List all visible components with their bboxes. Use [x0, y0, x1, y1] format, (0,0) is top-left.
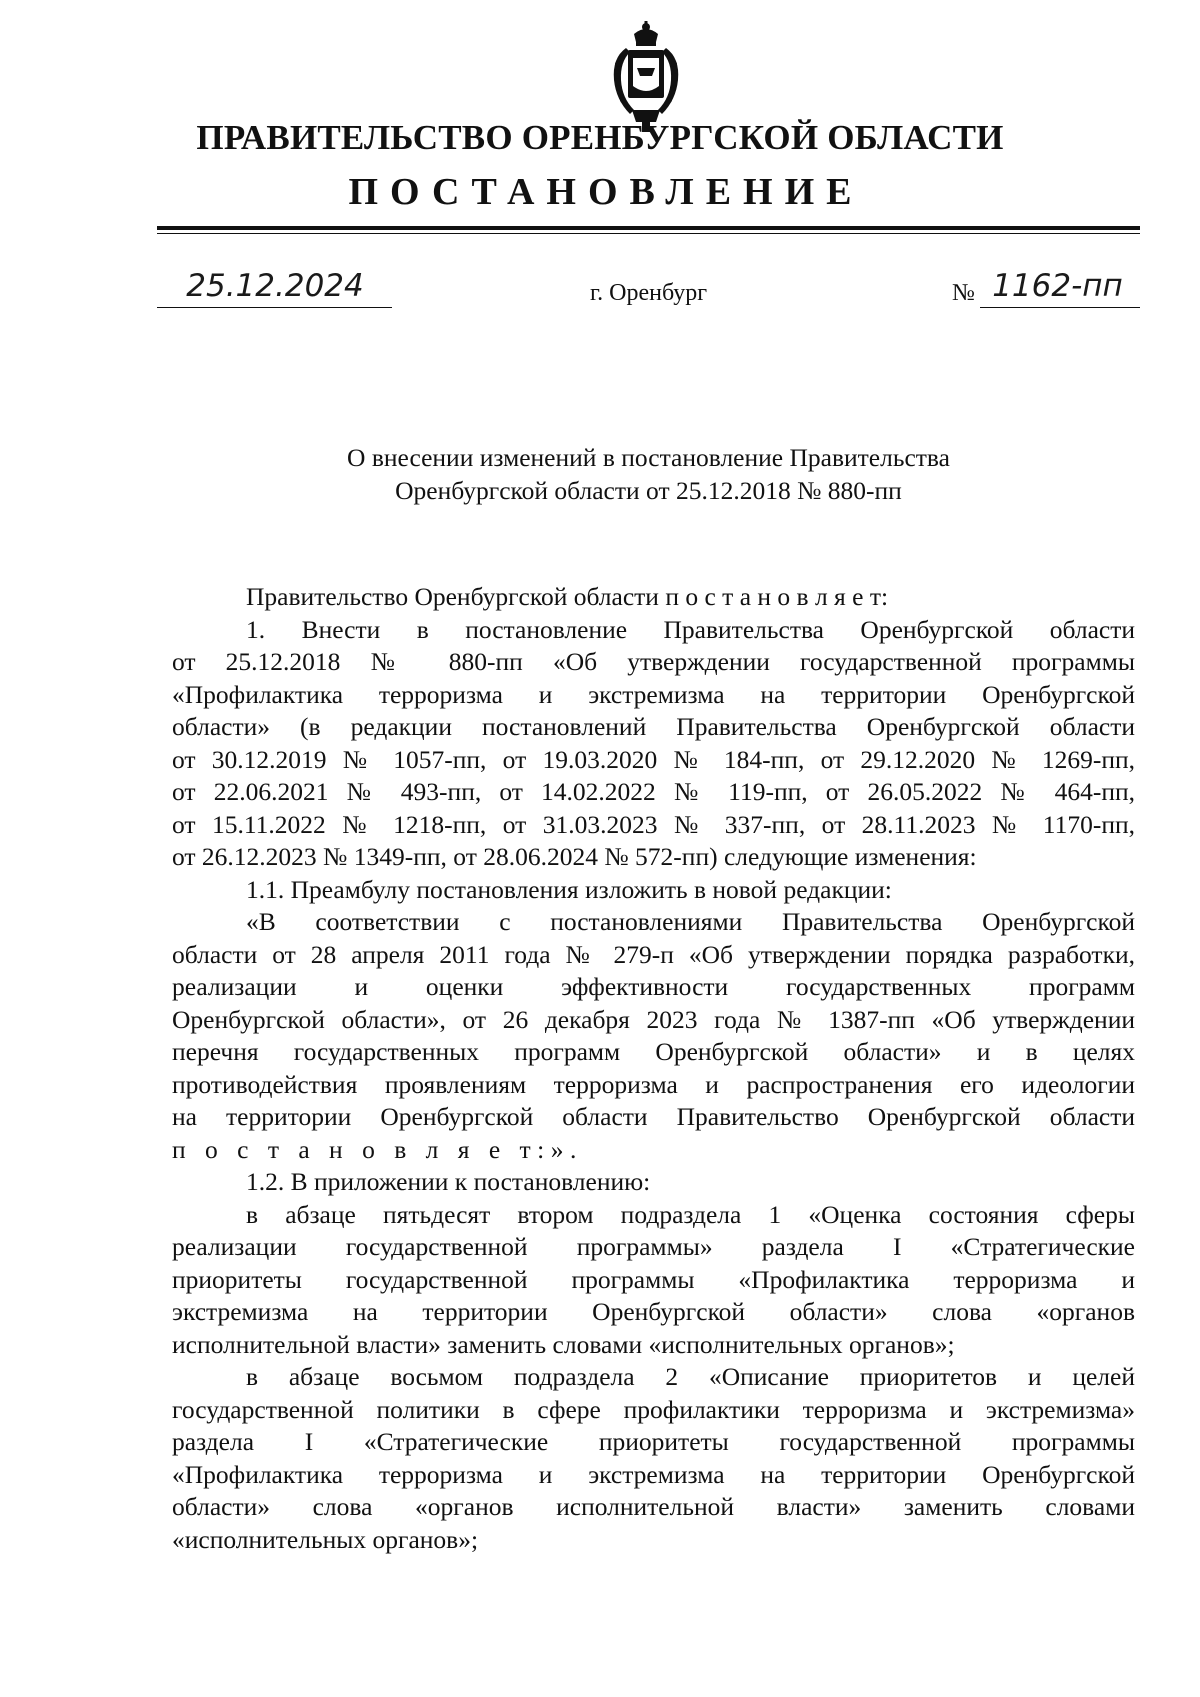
- body-line: области» слова «органов исполнительной власти» заменить словами: [172, 1492, 1135, 1521]
- body-line: п о с т а н о в л я е т:».: [172, 1134, 583, 1164]
- body-line: 1.1. Преамбулу постановления изложить в новой редакции:: [246, 874, 892, 904]
- body-line: в абзаце восьмом подраздела 2 «Описание приоритетов и целей: [246, 1362, 1135, 1391]
- body-line: от 30.12.2019 № 1057-пп, от 19.03.2020 № 184-пп, от 29.12.2020 № 1269-пп,: [172, 744, 1135, 774]
- number-label: №: [952, 280, 975, 306]
- body-line: Оренбургской области», от 26 декабря 2023 года № 1387-пп «Об утверждении: [172, 1004, 1135, 1034]
- body-line: экстремизма на территории Оренбургской области» слова «органов: [172, 1297, 1135, 1326]
- body-line: противодействия проявлениям терроризма и распространения его идеологии: [172, 1069, 1135, 1099]
- body-line: «Профилактика терроризма и экстремизма на территории Оренбургской: [172, 679, 1135, 709]
- header-divider: [157, 226, 1140, 230]
- body-line: от 26.12.2023 № 1349-пп, от 28.06.2024 № 572-пп) следующие изменения:: [172, 842, 977, 871]
- document-date: 25.12.2024: [186, 268, 364, 304]
- body-line: 1. Внести в постановление Правительства Оренбургской области: [246, 614, 1135, 644]
- body-line: Правительство Оренбургской области п о с т а н о в л я е т:: [246, 582, 889, 611]
- body-line: «исполнительных органов»;: [172, 1524, 479, 1554]
- body-line: области от 28 апреля 2011 года № 279-п «Об утверждении порядка разработки,: [172, 939, 1135, 969]
- body-line: 1.2. В приложении к постановлению:: [246, 1167, 651, 1196]
- body-line: приоритеты государственной программы «Профилактика терроризма и: [172, 1264, 1135, 1294]
- document-body: [172, 581, 1135, 1556]
- date-underline: [157, 307, 392, 308]
- subject-line: О внесении изменений в постановление Правительства: [347, 443, 950, 472]
- body-line: раздела I «Стратегические приоритеты государственной программы: [172, 1427, 1135, 1456]
- body-line: «В соответствии с постановлениями Правительства Оренбургской: [246, 907, 1135, 936]
- body-line: области» (в редакции постановлений Правительства Оренбургской области: [172, 712, 1135, 741]
- body-line: реализации государственной программы» раздела I «Стратегические: [172, 1232, 1135, 1261]
- body-line: государственной политики в сфере профилактики терроризма и экстремизма»: [172, 1394, 1135, 1424]
- document-subject: [157, 441, 1140, 507]
- header-divider-thin: [157, 233, 1140, 234]
- body-line: перечня государственных программ Оренбургской области» и в целях: [172, 1037, 1135, 1066]
- document-number: 1162-пп: [992, 268, 1123, 304]
- body-line: реализации и оценки эффективности государственных программ: [172, 972, 1135, 1001]
- body-line: на территории Оренбургской области Правительство Оренбургской области: [172, 1102, 1135, 1131]
- document-type: ПОСТАНОВЛЕНИЕ: [348, 171, 864, 213]
- organization-title: ПРАВИТЕЛЬСТВО ОРЕНБУРГСКОЙ ОБЛАСТИ: [196, 118, 1004, 157]
- subject-line: Оренбургской области от 25.12.2018 № 880-пп: [395, 476, 902, 505]
- body-line: в абзаце пятьдесят втором подраздела 1 «Оценка состояния сферы: [246, 1199, 1135, 1229]
- number-underline: [980, 307, 1140, 308]
- body-line: исполнительной власти» заменить словами «исполнительных органов»;: [172, 1329, 955, 1359]
- body-line: от 15.11.2022 № 1218-пп, от 31.03.2023 № 337-пп, от 28.11.2023 № 1170-пп,: [172, 809, 1135, 839]
- body-line: «Профилактика терроризма и экстремизма на территории Оренбургской: [172, 1459, 1135, 1489]
- document-city: г. Оренбург: [590, 280, 708, 306]
- body-line: от 25.12.2018 № 880-пп «Об утверждении государственной программы: [172, 647, 1135, 676]
- body-line: от 22.06.2021 № 493-пп, от 14.02.2022 № 119-пп, от 26.05.2022 № 464-пп,: [172, 777, 1135, 806]
